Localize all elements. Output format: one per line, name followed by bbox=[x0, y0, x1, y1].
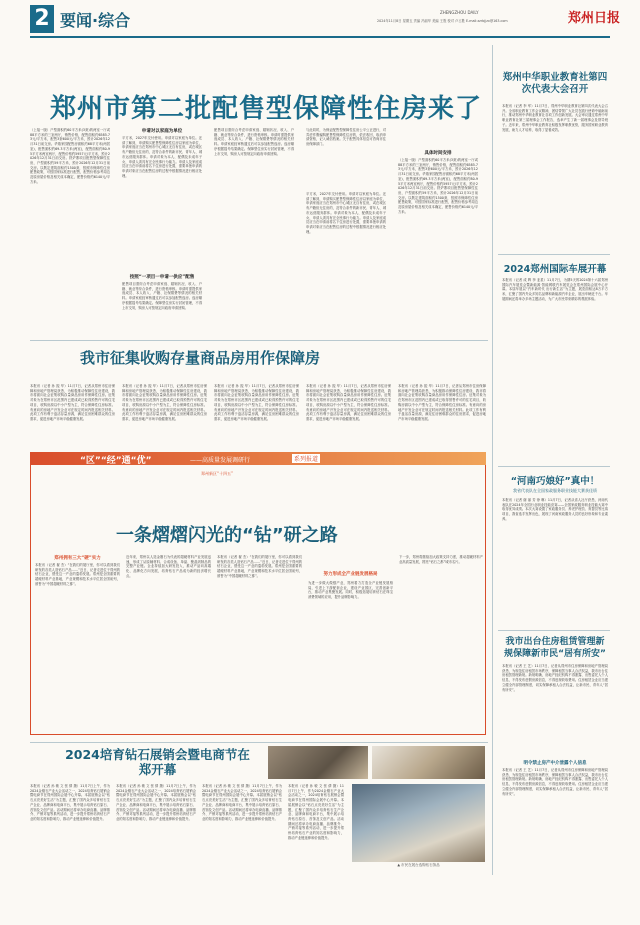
sidebar-3-title: “河南巧娘好”真中！ bbox=[510, 476, 600, 487]
lead-col-3: 配售项目需综合考虑申请家庭、婚姻状况、收入、户籍、就业等综合条件，进行资格审核。申请时需提供家庭成员、本人收入、户籍、社保缴费等情况的相关材料。申请家庭经审核通过后可以参加配售选房。选房顺序根据摇号结果确定。保障型住房实行封闭管理，不得上市交易，购房人可按规定向政府申请回购。 bbox=[214, 128, 294, 156]
divider bbox=[30, 742, 488, 743]
banner-tag: 系列报道 bbox=[294, 456, 319, 463]
banner-tail: ——高质量发展调研行 bbox=[190, 457, 251, 464]
lead-col-4b: 平方米，2027年交付使用。申请对以家庭为单位。还请了解到，申请购买配售型保障性住房以家庭为单位，申请家庭应当在郑州市中心城区无自有住房，或在城区有户籍但无住房的，及符合条件的新市民、青年人、城市运营服务群体。申请对象为本人、配偶及未成年子女，申请人须具有完全民事行为能力。申请人及家庭成员应当在申请前将名下住房进行处置，需要单独申请的申请对象应当在配售住房的过程中根据情况进行相应处理。 bbox=[306, 192, 386, 234]
lead-subhead-1: 申请对以家庭为单位 bbox=[141, 129, 183, 134]
feature-col-5: 下一步，郑州将继续加大政策支持力度，推动超硬材料产业高质量发展，擦亮“钻石之都”城市名片。 bbox=[399, 555, 483, 564]
bottom-col-2: 本报讯（记者 孙 敏 文 张 倩 摄）11月7日上午，作为2024金刚石产业大会活动之一，2024培育钻石展销会暨电商节在郑州国际会展中心开幕。本届展销会以“钻石点亮美好生活”为主题，汇聚了国内众多培育钻石生产企业、品牌商和电商平台，集中展示培育钻石原石、首饰及文创产品。活动期间还将举办电商直播、品牌推介、产销对接等系列活动，进一步提升郑州培育钻石产业的知名度和影响力，推动产业链延伸和价值提升。 bbox=[116, 784, 196, 821]
band-col-3: 本报讯（记者 孙 振 华）11月7日，记者从郑州市住房保障和房地产管理局获悉，为积极推动保障性住房建设，我市将面向社会征集收购存量商品房用作保障性住房。征集对象为在郑州市区范围内已建成或已取得预售许可的住宅项目，收购房源以中小户型为主，符合保障性住房标准。有意向的房地产开发企业可在规定时间内报送相关材料。此项工作有利于盘活存量房源，满足住房困难群众的住房需求，促进房地产市场平稳健康发展。 bbox=[214, 384, 299, 421]
feature-subtitle: 郑州新区“十四五” bbox=[201, 471, 234, 476]
feature-banner bbox=[30, 452, 486, 465]
feature-title: 一条熠熠闪光的“钻”研之路 bbox=[116, 525, 338, 546]
sidebar-2-title: 2024郑州国际车展开幕 bbox=[503, 264, 607, 275]
feature-subhead-2: 努力形成全产业链发展格局 bbox=[323, 572, 378, 577]
divider bbox=[498, 466, 610, 467]
masthead bbox=[0, 0, 640, 40]
feature-col-1: 本报讯（记者 翟 杰）“在我们的展厅里，你可以看到我们研发的各类人造钻石产品……”近日，记者走进位于郑州的钻石企业，感受这一产业的蓬勃发展。郑州是全国重要的超硬材料产业基地，产业规模和技术水平位居全国前列，被誉为“中国超硬材料之都”。 bbox=[35, 563, 120, 586]
sidebar-story-3 bbox=[498, 468, 610, 628]
bottom-col-4: 本报讯（记者 孙 敏 文 张 倩 摄）11月7日上午，作为2024金刚石产业大会活动之一，2024培育钻石展销会暨电商节在郑州国际会展中心开幕。本届展销会以“钻石点亮美好生活”为主题，汇聚了国内众多培育钻石生产企业、品牌商和电商平台，集中展示培育钻石原石、首饰及文创产品。活动期间还将举办电商直播、品牌推介、产销对接等系列活动，进一步提升郑州培育钻石产业的知名度和影响力，推动产业链延伸和价值提升。 bbox=[288, 784, 344, 840]
lead-title: 郑州市第二批配售型保障性住房来了 bbox=[50, 94, 483, 124]
sidebar-story-4 bbox=[498, 632, 610, 877]
band-story bbox=[30, 342, 488, 447]
lead-subhead-2: 按照“一项目一申请一供应”配售 bbox=[129, 275, 195, 280]
sidebar-1-title: 郑州中华职业教育社第四次代表大会召开 bbox=[502, 72, 608, 95]
sidebar-4-text-2: 本报讯（记者 王 艺）11月7日，记者从郑州市住房保障和房地产管理局获悉，为规范住房租赁市场秩序，保障租赁当事人合法权益，我市出台住房租赁管理新规。新规明确，房地产经纪机构不得泄露、出售委托人个人信息，不得发布虚假房源信息，不得违规收取费用。住房租赁企业应当建立健全内部管理制度，切实保障承租人合法权益，让新市民、青年人“居有所安”。 bbox=[502, 768, 608, 796]
bottom-col-1: 本报讯（记者 孙 敏 文 张 倩 摄）11月7日上午，作为2024金刚石产业大会活动之一，2024培育钻石展销会暨电商节在郑州国际会展中心开幕。本届展销会以“钻石点亮美好生活”为主题，汇聚了国内众多培育钻石生产企业、品牌商和电商平台，集中展示培育钻石原石、首饰及文创产品。活动期间还将举办电商直播、品牌推介、产销对接等系列活动，进一步提升郑州培育钻石产业的知名度和影响力，推动产业链延伸和价值提升。 bbox=[30, 784, 110, 821]
band-col-4: 本报讯（记者 孙 振 华）11月7日，记者从郑州市住房保障和房地产管理局获悉，为积极推动保障性住房建设，我市将面向社会征集收购存量商品房用作保障性住房。征集对象为在郑州市区范围内已建成或已取得预售许可的住宅项目，收购房源以中小户型为主，符合保障性住房标准。有意向的房地产开发企业可在规定时间内报送相关材料。此项工作有利于盘活存量房源，满足住房困难群众的住房需求，促进房地产市场平稳健康发展。 bbox=[306, 384, 391, 421]
sidebar-2-text: 本报讯（记者 成 辉 李 亚星）11月7日，为期5天的2024第十六届郑州国际汽车展览会暨新能源·智能网联汽车展览会在郑州国际会展中心开幕。本届车展以“汽车新时代 出行新生活”为主题，展览面积达8万平方米，汇聚了国内外众多知名品牌和新能源汽车企业，展出车辆近千台。车展期间还将举办多场主题活动，为广大市民带来精彩的观展体验。 bbox=[502, 278, 608, 301]
date-line: 2024年11月8日 星期五 责编 冯丽华 美编 王胜 校对 卢占胜 E-mail:zzrbjjzx@163.com bbox=[377, 19, 508, 23]
masthead-rule bbox=[30, 36, 610, 38]
divider bbox=[498, 254, 610, 255]
banner-slogan: “区”“经”通“优” bbox=[80, 456, 152, 466]
lead-col-5: （上接一版）户型面积约60平方米(3套)的两室一厅或88平方米的三室两厅，销售价格，配售面积约6585.73元/平方米，配售3套600元/平方米，预计2026年12月31日前交房。华瑞家园配售房面积约68平方米(两居室)，配售面积约69.3平方米(两室)，配售面积约80-95平方米两室两厅，配售价格约5957元/平方米，预计2026年12月31日前交房。铁炉寨项目配售型保障性住房，户型面积约59平方米，预计2026年12月31日前交房。以既定建筑面积约1500套，按照市保障性住房配售政策，可按国家标准进行配售，配售价格参考周边及原房屋价格及相关成本确定，配售价格约6140元/平方米。 bbox=[398, 158, 478, 214]
lead-article bbox=[30, 40, 485, 340]
band-title: 我市征集收购存量商品房用作保障房 bbox=[80, 349, 321, 367]
sidebar-story-1 bbox=[498, 40, 610, 240]
sidebar-3-text: 本报讯（记者 谢 丽 芳 徐 琳）11月7日，记者从省人社厅获悉，河南代表队在2024年全国行业职业技能竞赛——全国家政服务职业技能大赛中取得优异成绩。本次大赛设置了家政服务员、养老护理员、育婴员等比赛项目，我省选手发挥出色，展现了河南家政服务人员的良好形象和专业素养。 bbox=[502, 498, 608, 521]
feature-col-3: 本报讯（记者 翟 杰）“在我们的展厅里，你可以看到我们研发的各类人造钻石产品……”近日，记者走进位于郑州的钻石企业，感受这一产业的蓬勃发展。郑州是全国重要的超硬材料产业基地，产业规模和技术水平位居全国前列，被誉为“中国超硬材料之都”。 bbox=[217, 555, 302, 578]
lead-col-2b: 配售项目需综合考虑申请家庭、婚姻状况、收入、户籍、就业等综合条件，进行资格审核。申请时需提供家庭成员、本人收入、户籍、社保缴费等情况的相关材料。申请家庭经审核通过后可以参加配售选房。选房顺序根据摇号结果确定。保障型住房实行封闭管理，不得上市交易，购房人可按规定向政府申请回购。 bbox=[122, 282, 202, 310]
divider bbox=[498, 630, 610, 631]
bottom-col-3: 本报讯（记者 孙 敏 文 张 倩 摄）11月7日上午，作为2024金刚石产业大会活动之一，2024培育钻石展销会暨电商节在郑州国际会展中心开幕。本届展销会以“钻石点亮美好生活”为主题，汇聚了国内众多培育钻石生产企业、品牌商和电商平台，集中展示培育钻石原石、首饰及文创产品。活动期间还将举办电商直播、品牌推介、产销对接等系列活动，进一步提升郑州培育钻石产业的知名度和影响力，推动产业链延伸和价值提升。 bbox=[202, 784, 282, 821]
page-number: 2 bbox=[30, 5, 54, 33]
lead-subhead-3: 具体时间安排 bbox=[424, 151, 452, 156]
sidebar-4-text: 本报讯（记者 王 艺）11月7日，记者从郑州市住房保障和房地产管理局获悉，为规范住房租赁市场秩序，保障租赁当事人合法权益，我市出台住房租赁管理新规。新规明确，房地产经纪机构不得泄露、出售委托人个人信息，不得发布虚假房源信息，不得违规收取费用。住房租赁企业应当建立健全内部管理制度，切实保障承租人合法权益，让新市民、青年人“居有所安”。 bbox=[502, 664, 608, 692]
sidebar-4-subhead: 明令禁止房产中介泄露个人信息 bbox=[523, 761, 587, 766]
bottom-story bbox=[30, 744, 488, 874]
photo-caption: ▲ 市民在展台选购钻石饰品 bbox=[397, 863, 440, 867]
divider bbox=[30, 340, 488, 341]
band-col-1: 本报讯（记者 孙 振 华）11月7日，记者从郑州市住房保障和房地产管理局获悉，为积极推动保障性住房建设，我市将面向社会征集收购存量商品房用作保障性住房。征集对象为在郑州市区范围内已建成或已取得预售许可的住宅项目，收购房源以中小户型为主，符合保障性住房标准。有意向的房地产开发企业可在规定时间内报送相关材料。此项工作有利于盘活存量房源，满足住房困难群众的住房需求，促进房地产市场平稳健康发展。 bbox=[30, 384, 115, 421]
feature-story bbox=[30, 452, 486, 735]
band-col-5: 本报讯（记者 孙 振 华）11月7日，记者从郑州市住房保障和房地产管理局获悉，为积极推动保障性住房建设，我市将面向社会征集收购存量商品房用作保障性住房。征集对象为在郑州市区范围内已建成或已取得预售许可的住宅项目，收购房源以中小户型为主，符合保障性住房标准。有意向的房地产开发企业可在规定时间内报送相关材料。此项工作有利于盘活存量房源，满足住房困难群众的住房需求，促进房地产市场平稳健康发展。 bbox=[398, 384, 486, 421]
feature-col-2: 近年来，郑州以人造金刚石为代表的超硬材料产业发展迅速，形成了从原辅材料、合成设备、单晶、聚晶到制品的完整产业链。企业持续加大研发投入，推动产品向高端化、品牌化方向发展，培育钻石产品成为新的经济增长点。 bbox=[126, 555, 211, 578]
section-title: 要闻·综合 bbox=[60, 11, 131, 30]
sidebar-4-title: 我市出台住房租赁管理新规保障新市民“居有所安” bbox=[504, 637, 606, 659]
photo-showcase bbox=[372, 746, 485, 779]
photo-event bbox=[352, 784, 485, 862]
sidebar-3-subtitle: 我省代表队在全国家政服务职业技能大赛获佳绩 bbox=[513, 488, 597, 493]
paper-name-en: ZHENGZHOU DAILY bbox=[440, 10, 479, 15]
band-col-2: 本报讯（记者 孙 振 华）11月7日，记者从郑州市住房保障和房地产管理局获悉，为积极推动保障性住房建设，我市将面向社会征集收购存量商品房用作保障性住房。征集对象为在郑州市区范围内已建成或已取得预售许可的住宅项目，收购房源以中小户型为主，符合保障性住房标准。有意向的房地产开发企业可在规定时间内报送相关材料。此项工作有利于盘活存量房源，满足住房困难群众的住房需求，促进房地产市场平稳健康发展。 bbox=[122, 384, 207, 421]
photo-booth bbox=[268, 746, 368, 779]
sidebar-story-2 bbox=[498, 256, 610, 416]
bottom-title: 2024培育钻石展销会暨电商节在郑开幕 bbox=[65, 747, 250, 777]
feature-subhead-1: 郑州拥有三大“硬”实力 bbox=[54, 556, 101, 561]
paper-logo: 郑州日报 bbox=[568, 11, 621, 26]
sidebar-1-text: 本报讯（记者 李 军）11月7日，郑州中华职业教育社第四次代表大会召开。全省职业教育工作会议精神，团结带领广大社员在践行使命中砥砺前行，推动郑州中华职业教育社各项工作创新发展。大会审议通过郑州中华职业教育社第三届理事会工作报告，选举产生了新一届理事会及领导班子。近年来，郑州中华职业教育社积极发挥职教优势，服务国家职业教育发展，助力人才培养，取得了显著成效。 bbox=[502, 104, 608, 132]
lead-col-4: 与此同时，为保证配售型保障性住房公平公正进行，对弄虚作假骗购配售型保障性住房的，依法收回，取消申请资格，记入诚信档案。关于配售具体信息可咨询市住房保障部门。 bbox=[306, 128, 386, 147]
column-divider bbox=[492, 45, 493, 875]
feature-col-4: 为进一步做大做强产业，郑州着力打造全产业链发展格局，引进上下游配套企业，建设产业园区，完善创新平台，推动产业集聚发展。同时，积极拓展培育钻石在珠宝消费领域的应用，提升品牌影响力。 bbox=[308, 581, 393, 600]
lead-col-1: （上接一版）户型面积约60平方米(3套)的两室一厅或88平方米的三室两厅，销售价格，配售面积约6585.73元/平方米，配售3套600元/平方米，预计2026年12月31日前交房。华瑞家园配售房面积约68平方米(两居室)，配售面积约69.3平方米(两室)，配售面积约80-95平方米两室两厅，配售价格约5957元/平方米，预计2026年12月31日前交房。铁炉寨项目配售型保障性住房，户型面积约59平方米，预计2026年12月31日前交房。以既定建筑面积约1500套，按照市保障性住房配售政策，可按国家标准进行配售，配售价格参考周边及原房屋价格及相关成本确定，配售价格约6140元/平方米。 bbox=[30, 128, 110, 184]
lead-col-2: 平方米，2027年交付使用。申请对以家庭为单位。还请了解到，申请购买配售型保障性住房以家庭为单位，申请家庭应当在郑州市中心城区无自有住房，或在城区有户籍但无住房的，及符合条件的新市民、青年人、城市运营服务群体。申请对象为本人、配偶及未成年子女，申请人须具有完全民事行为能力。申请人及家庭成员应当在申请前将名下住房进行处置，需要单独申请的申请对象应当在配售住房的过程中根据情况进行相应处理。 bbox=[122, 136, 202, 178]
